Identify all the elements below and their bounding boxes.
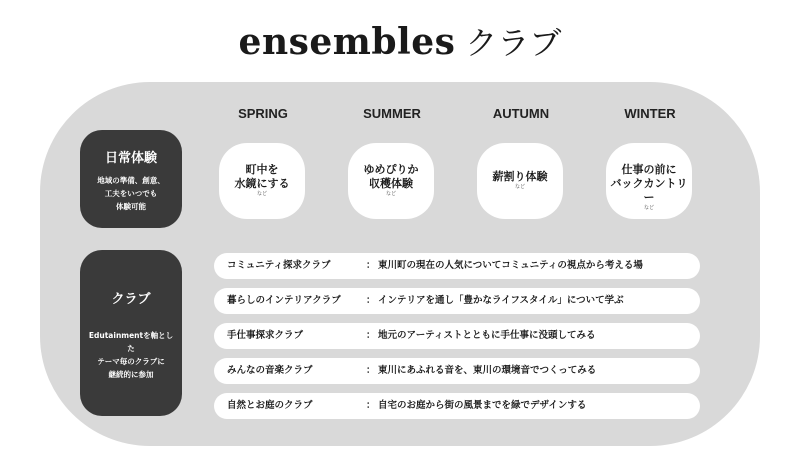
club-name: 自然とお庭のクラブ bbox=[227, 400, 313, 411]
club-card-title: クラブ bbox=[111, 292, 151, 307]
club-separator: ： bbox=[366, 260, 376, 271]
club-row bbox=[214, 288, 700, 314]
club-separator: ： bbox=[366, 330, 376, 341]
club-name: コミュニティ探求クラブ bbox=[227, 260, 331, 271]
club-card bbox=[80, 250, 182, 416]
club-name: 手仕事探求クラブ bbox=[227, 330, 304, 341]
season-spring: SPRING bbox=[238, 106, 288, 121]
title-main: ensembles bbox=[238, 21, 456, 63]
club-row bbox=[214, 323, 700, 349]
season-summer: SUMMER bbox=[363, 106, 421, 121]
club-row bbox=[214, 358, 700, 384]
experience-bubble bbox=[219, 143, 305, 219]
experience-label: 仕事の前に バックカントリー bbox=[610, 163, 688, 204]
club-name: みんなの音楽クラブ bbox=[227, 365, 313, 376]
page-title bbox=[0, 18, 800, 73]
club-card-description: Edutainmentを軸とした テーマ毎のクラブに 継続的に参加 bbox=[88, 331, 174, 379]
season-winter: WINTER bbox=[624, 106, 676, 121]
club-row bbox=[214, 393, 700, 419]
club-description: インテリアを通し「豊かなライフスタイル」について学ぶ bbox=[378, 295, 624, 306]
experience-note: など bbox=[256, 191, 267, 197]
experience-note: など bbox=[385, 191, 396, 197]
daily-experience-title: 日常体験 bbox=[104, 151, 157, 166]
daily-experience-card bbox=[80, 130, 182, 228]
daily-experience-description: 地域の準備、創意、 工夫をいつでも 体験可能 bbox=[97, 176, 165, 211]
experience-note: など bbox=[514, 184, 525, 190]
experience-bubble bbox=[606, 143, 692, 219]
experience-label: 町中を 水鏡にする bbox=[234, 163, 290, 190]
experience-label: ゆめぴりか 収穫体験 bbox=[363, 163, 419, 190]
club-description: 東川町の現在の人気についてコミュニティの視点から考える場 bbox=[378, 260, 643, 271]
season-autumn: AUTUMN bbox=[492, 106, 550, 121]
experience-note: など bbox=[643, 205, 654, 211]
club-row bbox=[214, 253, 700, 279]
experience-bubble bbox=[348, 143, 434, 219]
experience-bubble bbox=[477, 143, 563, 219]
club-description: 自宅のお庭から街の風景までを緑でデザインする bbox=[378, 400, 587, 411]
experience-label: 薪割り体験 bbox=[492, 170, 548, 183]
club-name: 暮らしのインテリアクラブ bbox=[227, 295, 341, 306]
club-description: 東川にあふれる音を、東川の環境音でつくってみる bbox=[378, 365, 597, 376]
title-sub: クラブ bbox=[465, 24, 562, 62]
club-description: 地元のアーティストとともに手仕事に没頭してみる bbox=[378, 330, 596, 341]
club-separator: ： bbox=[366, 365, 376, 376]
club-separator: ： bbox=[366, 295, 376, 306]
club-separator: ： bbox=[366, 400, 376, 411]
